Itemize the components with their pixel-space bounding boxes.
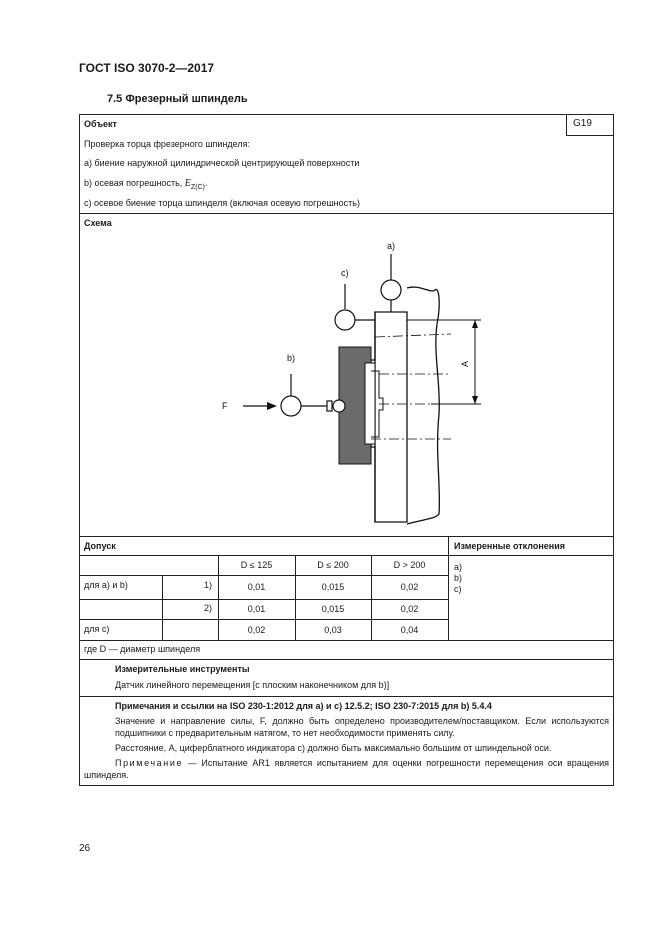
tol-row-line-5 xyxy=(79,640,614,641)
tol-row-line-2 xyxy=(218,575,448,576)
force-label: F xyxy=(222,401,228,411)
row1-val-1: 0,01 xyxy=(247,582,266,592)
row1-val-2: 0,015 xyxy=(321,582,345,592)
object-intro: Проверка торца фрезерного шпинделя: xyxy=(84,139,250,149)
measured-c: с) xyxy=(454,584,462,594)
notes-paragraph-1: Значение и направление силы, F, должно быть определено производителем/поставщиком. Если используются подшипники с предварительным натягом, то нет необходимости применять силу. xyxy=(115,716,609,738)
notes-paragraph-3 xyxy=(84,757,609,781)
document-header: ГОСТ ISO 3070-2—2017 xyxy=(79,61,215,75)
indicator-a-dial xyxy=(381,280,401,300)
dim-arrow-bottom xyxy=(472,396,478,404)
notes-title: Примечания и ссылки на ISO 230-1:2012 для а) и с) 12.5.2; ISO 230-7:2015 для b) 5.4.4 xyxy=(115,701,492,711)
dim-label-a: A xyxy=(460,360,470,367)
note-text: — Испытание AR1 является испытанием для оценки погрешности перемещения оси вращения шпинделя. xyxy=(84,758,609,780)
col-header-over-200: D > 200 xyxy=(393,560,426,570)
fixture-insert xyxy=(365,363,375,444)
force-rod-clamp xyxy=(327,401,332,411)
instruments-bottom-border xyxy=(79,696,614,697)
col-header-125: D ≤ 125 xyxy=(240,560,273,570)
section-title: 7.5 Фрезерный шпиндель xyxy=(107,93,248,105)
instruments-title: Измерительные инструменты xyxy=(115,664,250,674)
spindle-outline xyxy=(375,312,407,522)
indicator-b-dial xyxy=(281,396,301,416)
object-item-b-text: b) осевая погрешность, xyxy=(84,178,183,188)
indicator-a-label: а) xyxy=(387,241,396,251)
tol-row-line-3 xyxy=(79,599,448,600)
row1-label: для а) и b) xyxy=(84,580,128,590)
notes-paragraph-2: Расстояние, А, циферблатного индикатора с) должно быть максимально большим от шпиндельной оси. xyxy=(115,743,552,753)
row2-sub: 2) xyxy=(203,603,212,613)
row3-label: для с) xyxy=(84,624,110,634)
indicator-b-label: b) xyxy=(287,353,296,363)
axial-error-symbol: E xyxy=(184,178,191,189)
code-cell-divider xyxy=(566,114,567,135)
code-cell-bottom xyxy=(566,135,614,136)
probe-ball xyxy=(333,400,345,412)
tolerance-top-border xyxy=(79,536,614,537)
object-label: Объект xyxy=(84,119,117,129)
indicator-c-dial xyxy=(335,310,355,330)
spindle-break-line xyxy=(407,287,439,524)
page-number: 26 xyxy=(79,843,91,854)
scheme-label: Схема xyxy=(84,218,112,228)
row2-val-2: 0,015 xyxy=(321,604,345,614)
note-word: Примечание xyxy=(115,758,184,768)
indicator-c-label: с) xyxy=(341,268,349,278)
where-bottom-border xyxy=(79,659,614,660)
measured-divider xyxy=(448,536,449,640)
test-code: G19 xyxy=(573,118,592,129)
tol-row-line-2b xyxy=(79,575,218,576)
measured-a: а) xyxy=(454,562,463,572)
axial-error-tail: . xyxy=(204,178,208,188)
row1-val-3: 0,02 xyxy=(400,582,419,592)
row3-val-2: 0,03 xyxy=(324,625,342,635)
force-arrow-head xyxy=(267,402,277,410)
tol-row-line-4 xyxy=(79,619,448,620)
tolerance-label: Допуск xyxy=(84,541,116,551)
row3-val-1: 0,02 xyxy=(247,625,266,635)
row2-val-3: 0,02 xyxy=(400,604,419,614)
instruments-text: Датчик линейного перемещения [с плоским наконечником для b)] xyxy=(115,680,390,690)
object-item-c: с) осевое биение торца шпинделя (включая осевую погрешность) xyxy=(84,198,360,208)
object-item-a: а) биение наружной цилиндрической центрирующей поверхности xyxy=(84,158,360,168)
col-header-200: D ≤ 200 xyxy=(317,560,349,570)
where-note: где D — диаметр шпинделя xyxy=(84,644,201,654)
row3-val-3: 0,04 xyxy=(400,625,419,635)
scheme-diagram xyxy=(79,214,614,536)
object-item-b xyxy=(84,178,207,193)
measured-label: Измеренные отклонения xyxy=(454,541,566,551)
axial-error-subscript: Z(C) xyxy=(190,183,205,191)
row1-sub: 1) xyxy=(203,580,212,590)
measured-b: b) xyxy=(454,573,463,583)
dim-arrow-top xyxy=(472,320,478,328)
tol-row-line-1 xyxy=(79,555,614,556)
row2-val-1: 0,01 xyxy=(247,604,266,614)
axis-line-1 xyxy=(375,334,451,337)
